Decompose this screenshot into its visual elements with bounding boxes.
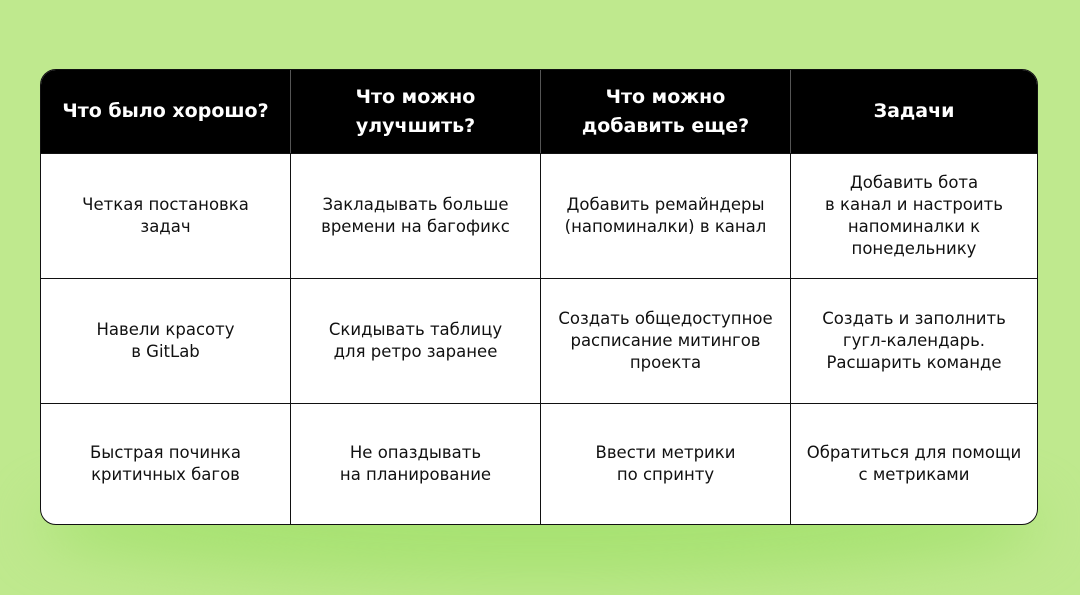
table-cell: Создать и заполнить гугл-календарь. Расшарить команде: [791, 278, 1037, 403]
table-cell: Навели красоту в GitLab: [41, 278, 291, 403]
table-cell: Скидывать таблицу для ретро заранее: [291, 278, 541, 403]
table-cell: Ввести метрики по спринту: [541, 403, 791, 524]
header-add: Что можно добавить еще?: [541, 70, 791, 153]
table-cell: Четкая постановка задач: [41, 153, 291, 278]
table-cell: Закладывать больше времени на багофикс: [291, 153, 541, 278]
header-tasks: Задачи: [791, 70, 1037, 153]
table-cell: Создать общедоступное расписание митингов проекта: [541, 278, 791, 403]
table-cell: Обратиться для помощи с метриками: [791, 403, 1037, 524]
header-good: Что было хорошо?: [41, 70, 291, 153]
retro-table: [40, 69, 1038, 525]
header-improve: Что можно улучшить?: [291, 70, 541, 153]
table-cell: Не опаздывать на планирование: [291, 403, 541, 524]
table-cell: Добавить бота в канал и настроить напоминалки к понедельнику: [791, 153, 1037, 278]
table-cell: Быстрая починка критичных багов: [41, 403, 291, 524]
table-cell: Добавить ремайндеры (напоминалки) в канал: [541, 153, 791, 278]
